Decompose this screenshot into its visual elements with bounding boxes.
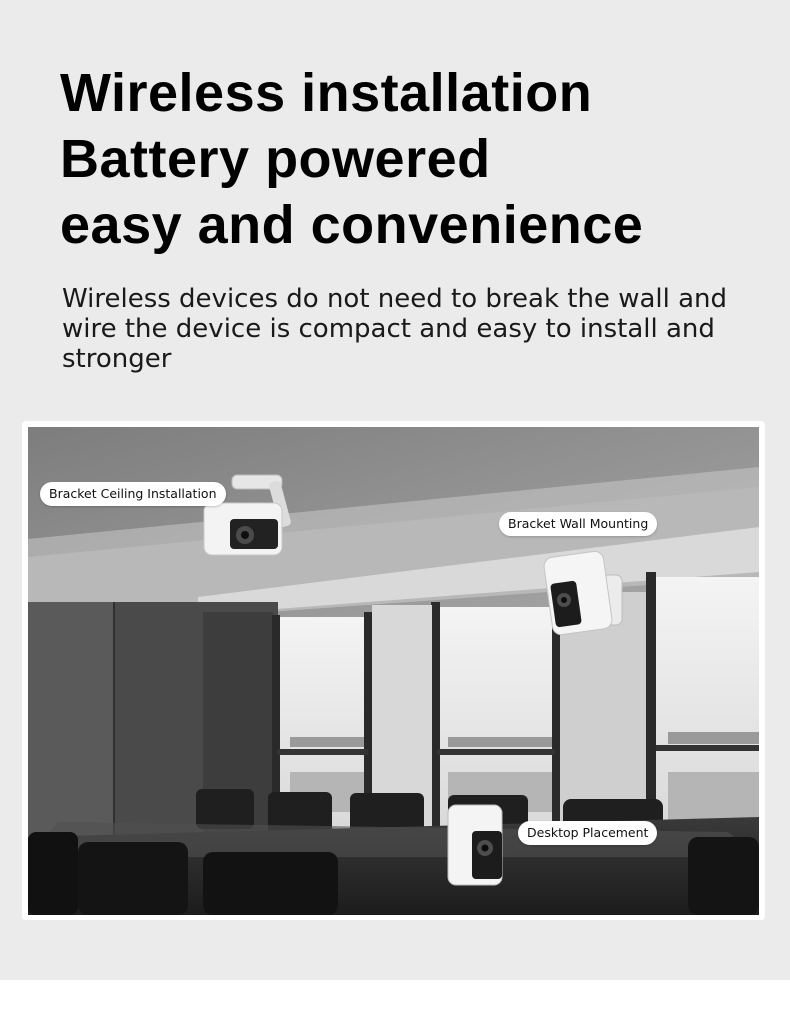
headline-line-3: easy and convenience — [60, 195, 644, 255]
label-ceiling-installation: Bracket Ceiling Installation — [40, 482, 226, 506]
label-wall-mounting: Bracket Wall Mounting — [499, 512, 657, 536]
headline-line-1: Wireless installation — [60, 63, 593, 123]
label-desktop-placement: Desktop Placement — [518, 821, 657, 845]
description-text: Wireless devices do not need to break the wall and wire the device is compact and easy to install and stronger — [62, 284, 728, 374]
desktop-camera — [448, 805, 502, 885]
headline-line-2: Battery powered — [60, 129, 491, 189]
headline — [60, 60, 643, 258]
